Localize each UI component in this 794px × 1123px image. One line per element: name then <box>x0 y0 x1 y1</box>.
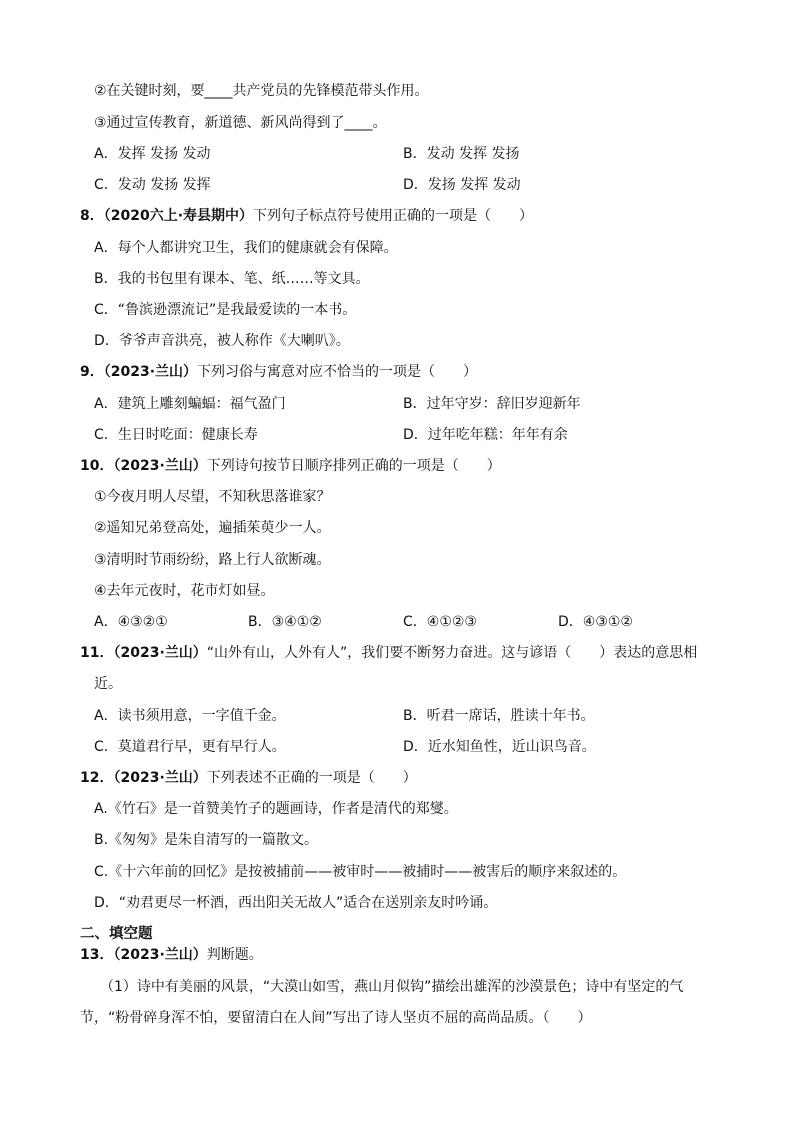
q12-source: （2023·兰山） <box>113 770 207 786</box>
q9-number: 9． <box>80 364 104 380</box>
q10-option-a: A．④③②① <box>94 614 168 630</box>
q11-source: （2023·兰山） <box>113 645 207 661</box>
q11-option-c: C．莫道君行早，更有早行人。 <box>94 739 286 755</box>
q9-option-b: B．过年守岁：辞旧岁迎新年 <box>403 396 581 412</box>
q7-item-3: ③通过宣传教育，新道德、新风尚得到了____。 <box>94 115 387 131</box>
q9-stem <box>80 363 477 381</box>
q9-source: （2023·兰山） <box>103 364 198 380</box>
q9-option-a: A．建筑上雕刻蝙蝠：福气盈门 <box>94 396 286 412</box>
q10-item-3: ③清明时节雨纷纷，路上行人欲断魂。 <box>94 552 331 568</box>
q7-option-d: D．发扬 发挥 发动 <box>403 177 521 193</box>
q8-option-c: C．“鲁滨逊漂流记”是我最爱读的一本书。 <box>94 302 357 318</box>
q12-option-b: B.《匆匆》是朱自清写的一篇散文。 <box>94 832 319 848</box>
q13-part1-line1: （1）诗中有美丽的风景，“大漠山如雪，燕山月似钩”描绘出雄浑的沙漠景色；诗中有坚定的气 <box>100 979 684 995</box>
q10-stem <box>80 457 501 475</box>
q8-number: 8． <box>80 208 104 224</box>
q8-stem <box>80 207 533 225</box>
q13-text: 判断题。 <box>206 947 263 963</box>
q9-text: 下列习俗与寓意对应不恰当的一项是（ ） <box>197 364 478 380</box>
q10-item-2: ②遥知兄弟登高处，遍插茱萸少一人。 <box>94 520 331 536</box>
q12-option-a: A.《竹石》是一首赞美竹子的题画诗，作者是清代的郑燮。 <box>94 801 458 817</box>
q13-part1-line2: 节，“粉骨碎身浑不怕，要留清白在人间”写出了诗人坚贞不屈的高尚品质。（ ） <box>80 1010 592 1026</box>
q10-option-b: B．③④①② <box>248 614 322 630</box>
q12-text: 下列表述不正确的一项是（ ） <box>206 770 417 786</box>
q9-option-c: C．生日时吃面：健康长寿 <box>94 427 258 443</box>
section-heading-fill-in: 二、填空题 <box>80 926 153 942</box>
q11-option-b: B．听君一席话，胜读十年书。 <box>403 708 595 724</box>
q12-option-c: C.《十六年前的回忆》是按被捕前——被审时——被捕时——被害后的顺序来叙述的。 <box>94 864 627 880</box>
q9-option-d: D．过年吃年糕：年年有余 <box>403 427 568 443</box>
q7-option-b: B．发动 发挥 发扬 <box>403 146 520 162</box>
q13-source: （2023·兰山） <box>113 947 207 963</box>
q11-stem <box>80 644 697 662</box>
q7-option-a: A．发挥 发扬 发动 <box>94 146 211 162</box>
q11-option-a: A．读书须用意，一字值千金。 <box>94 708 286 724</box>
q12-option-d: D．“劝君更尽一杯酒，西出阳关无故人”适合在送别亲友时吟诵。 <box>94 895 498 911</box>
q10-text: 下列诗句按节日顺序排列正确的一项是（ ） <box>206 458 501 474</box>
q8-source: （2020六上·寿县期中） <box>103 208 254 224</box>
q11-option-d: D．近水知鱼性，近山识鸟音。 <box>403 739 596 755</box>
q7-option-c: C．发动 发扬 发挥 <box>94 177 211 193</box>
q11-number: 11． <box>80 645 114 661</box>
q8-option-d: D．爷爷声音洪亮，被人称作《大喇叭》。 <box>94 333 350 349</box>
q13-number: 13． <box>80 947 114 963</box>
q10-option-c: C．④①②③ <box>403 614 477 630</box>
q10-item-1: ①今夜月明人尽望，不知秋思落谁家？ <box>94 489 331 505</box>
q11-text-line2: 近。 <box>94 676 122 692</box>
q10-number: 10． <box>80 458 114 474</box>
q12-number: 12． <box>80 770 114 786</box>
q11-text-line1: “山外有山，人外有人”，我们要不断努力奋进。这与谚语（ ）表达的意思相 <box>206 645 698 661</box>
q10-item-4: ④去年元夜时，花市灯如昼。 <box>94 583 275 599</box>
q12-stem <box>80 769 417 787</box>
q13-stem <box>80 946 263 964</box>
q10-source: （2023·兰山） <box>113 458 207 474</box>
q8-text: 下列句子标点符号使用正确的一项是（ ） <box>253 208 534 224</box>
q10-option-d: D．④③①② <box>558 614 633 630</box>
q7-item-2: ②在关键时刻，要____共产党员的先锋模范带头作用。 <box>94 83 429 99</box>
q8-option-a: A．每个人都讲究卫生，我们的健康就会有保障。 <box>94 240 398 256</box>
q8-option-b: B．我的书包里有课本、笔、纸……等文具。 <box>94 271 370 287</box>
